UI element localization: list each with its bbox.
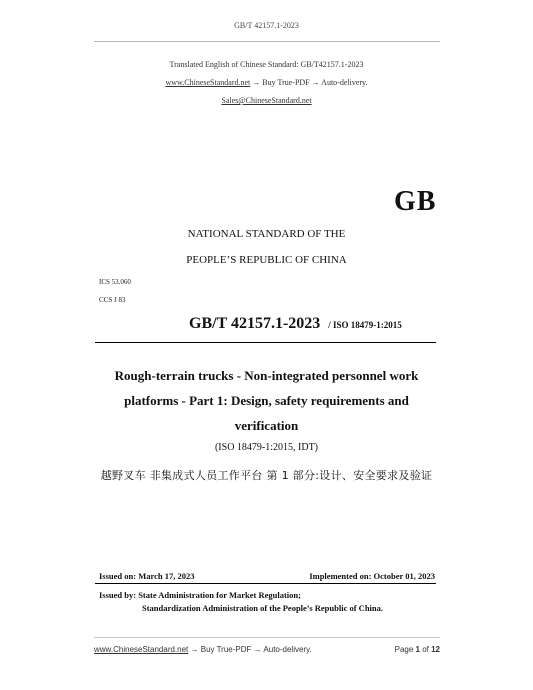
standard-code: GB/T 42157.1-2023 [189,315,321,332]
title-divider [95,342,436,343]
issuer-line-2: Standardization Administration of the People’s Republic of China. [142,603,384,613]
email-notice [0,96,533,105]
issued-date: Issued on: March 17, 2023 [99,571,195,581]
national-standard-line2: PEOPLE’S REPUBLIC OF CHINA [186,254,347,266]
footer-website-link[interactable]: www.ChineseStandard.net [94,645,189,654]
iso-equivalent: / ISO 18479-1:2015 [328,320,402,330]
title-line-1: Rough-terrain trucks - Non-integrated personnel work [114,368,419,383]
running-header: GB/T 42157.1-2023 [234,21,299,30]
issuing-authority [99,589,383,615]
chinese-title: 越野叉车 非集成式人员工作平台 第 1 部分:设计、安全要求及验证 [100,469,433,482]
document-title [90,363,443,438]
dates-divider [95,583,436,584]
page-label: Page [394,645,416,654]
purchase-notice [0,78,533,87]
purchase-notice-text: → Buy True-PDF → Auto-delivery. [250,78,368,87]
page-number: 1 [415,645,420,654]
ics-code: ICS 53.060 [99,278,131,286]
gb-logo: GB [394,186,437,217]
title-line-2: platforms - Part 1: Design, safety requirements and [124,393,409,408]
page-total: 12 [431,645,440,654]
translation-notice: Translated English of Chinese Standard: GB/T42157.1-2023 [169,60,364,69]
page-indicator [395,645,440,654]
footer-purchase-text: → Buy True-PDF → Auto-delivery. [188,645,312,654]
footer-purchase [94,645,312,654]
issuer-line-1: Issued by: State Administration for Market Regulation; [99,590,301,600]
title-line-3: verification [234,418,299,433]
ccs-code: CCS J 83 [99,296,126,304]
footer-divider [94,637,440,638]
email-link[interactable]: Sales@ChineseStandard.net [221,96,312,105]
of-label: of [419,645,432,654]
iso-adoption-note: (ISO 18479-1:2015, IDT) [214,442,319,453]
implemented-date: Implemented on: October 01, 2023 [309,571,435,581]
national-standard-line1: NATIONAL STANDARD OF THE [187,228,346,240]
website-link[interactable]: www.ChineseStandard.net [165,78,251,87]
header-divider [94,41,440,42]
standard-number [189,315,402,333]
